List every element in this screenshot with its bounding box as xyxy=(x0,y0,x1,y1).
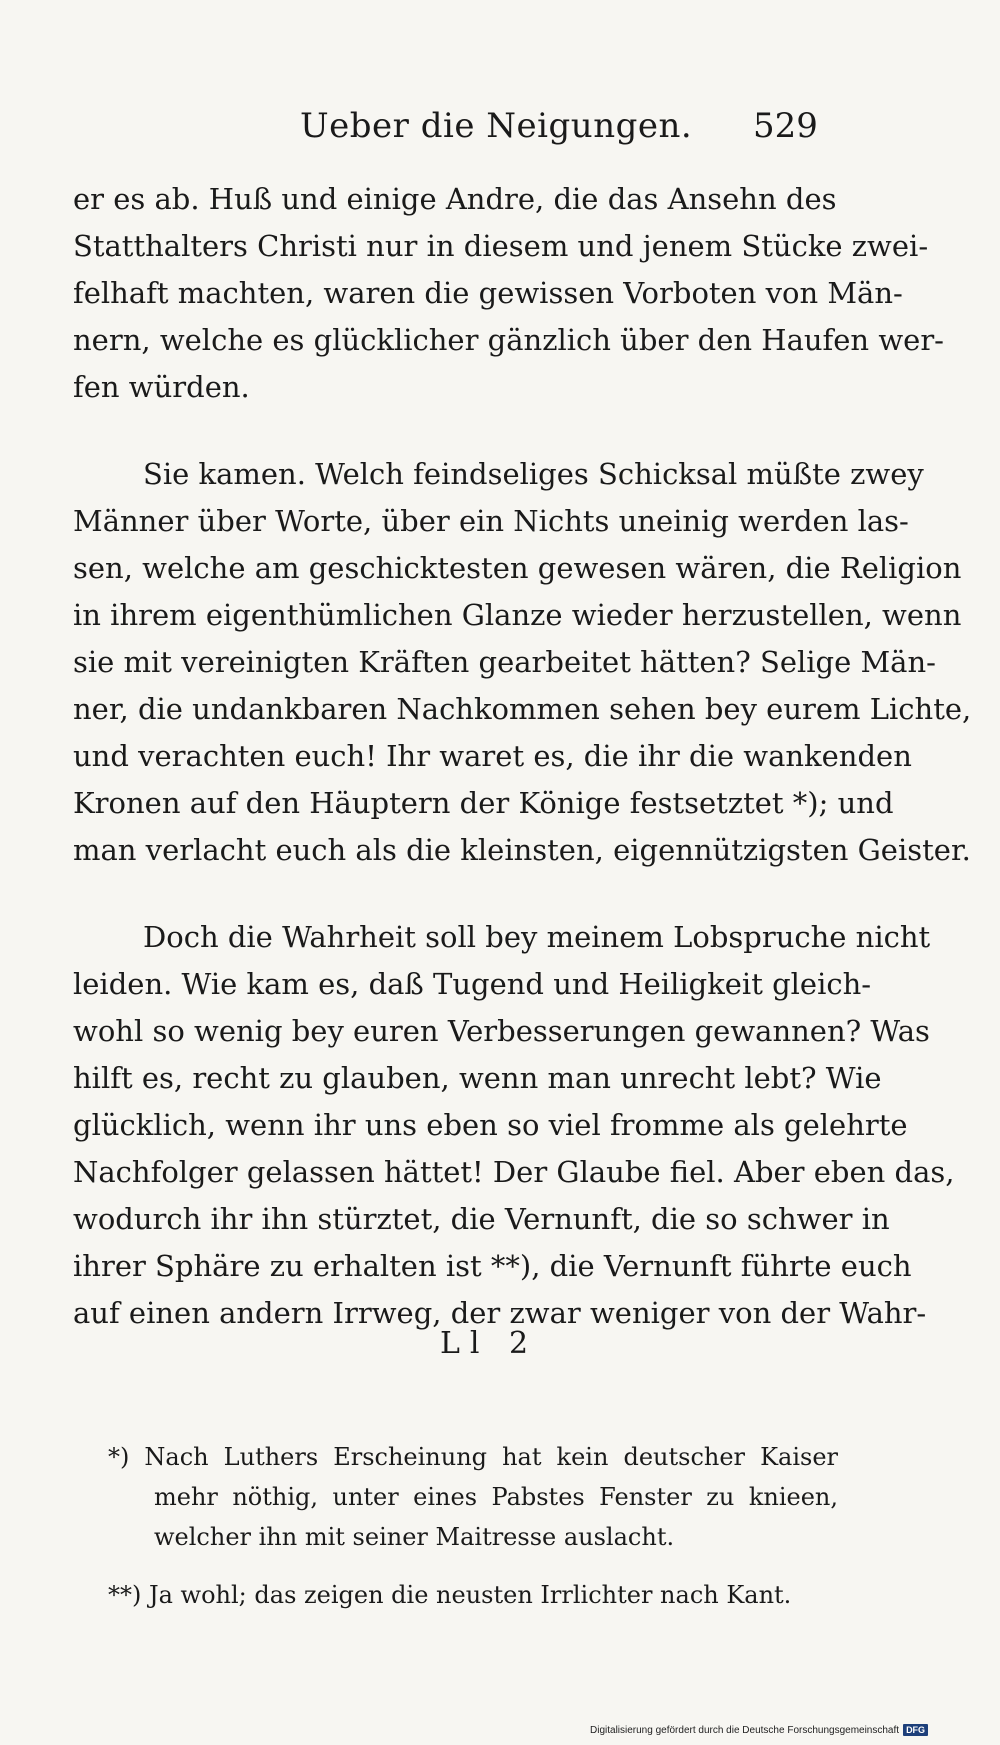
page-header xyxy=(0,100,1000,150)
running-title: Ueber die Neigungen. xyxy=(300,106,693,146)
text-line: wodurch ihr ihn stürztet, die Vernunft, die so schwer in xyxy=(73,1202,890,1236)
paragraph xyxy=(73,914,955,1337)
text-line: glücklich, wenn ihr uns eben so viel fromme als gelehrte xyxy=(73,1108,908,1142)
text-line: felhaft machten, waren die gewissen Vorboten von Män- xyxy=(73,276,903,310)
footnote-line: mehr nöthig, unter eines Pabstes Fenster zu knieen, xyxy=(154,1483,838,1511)
text-line: Doch die Wahrheit soll bey meinem Lobspruche nicht xyxy=(143,920,931,954)
footnote-line: welcher ihn mit seiner Maitresse auslacht. xyxy=(154,1523,675,1551)
text-line: Nachfolger gelassen hättet! Der Glaube fiel. Aber eben das, xyxy=(73,1155,955,1189)
text-line: hilft es, recht zu glauben, wenn man unrecht lebt? Wie xyxy=(73,1061,882,1095)
text-line: leiden. Wie kam es, daß Tugend und Heiligkeit gleich- xyxy=(73,967,872,1001)
text-line: er es ab. Huß und einige Andre, die das Ansehn des xyxy=(73,182,837,216)
text-line: man verlacht euch als die kleinsten, eigennützigsten Geister. xyxy=(73,833,971,867)
text-line: und verachten euch! Ihr waret es, die ihr die wankenden xyxy=(73,739,912,773)
footnote-line: *) Nach Luthers Erscheinung hat kein deutscher Kaiser xyxy=(108,1443,838,1471)
text-line: sie mit vereinigten Kräften gearbeitet hätten? Selige Män- xyxy=(73,645,936,679)
text-line: auf einen andern Irrweg, der zwar weniger von der Wahr- xyxy=(73,1296,927,1330)
text-line: Männer über Worte, über ein Nichts uneinig werden las- xyxy=(73,504,909,538)
footnote xyxy=(108,1575,838,1615)
digitization-credit xyxy=(590,1724,928,1736)
text-line: Statthalters Christi nur in diesem und jenem Stücke zwei- xyxy=(73,229,929,263)
text-line: fen würden. xyxy=(73,370,250,404)
text-line: nern, welche es glücklicher gänzlich über den Haufen wer- xyxy=(73,323,944,357)
footnote-line: **) Ja wohl; das zeigen die neusten Irrlichter nach Kant. xyxy=(108,1581,792,1609)
text-line: ihrer Sphäre zu erhalten ist **), die Vernunft führte euch xyxy=(73,1249,912,1283)
paragraph xyxy=(73,451,972,874)
credit-text: Digitalisierung gefördert durch die Deutsche Forschungsgemeinschaft xyxy=(590,1724,900,1736)
text-line: ner, die undankbaren Nachkommen sehen bey eurem Lichte, xyxy=(73,692,972,726)
dfg-logo-icon: DFG xyxy=(903,1724,928,1736)
text-line: wohl so wenig bey euren Verbesserungen gewannen? Was xyxy=(73,1014,930,1048)
text-line: Sie kamen. Welch feindseliges Schicksal müßte zwey xyxy=(143,457,924,491)
paragraph xyxy=(73,176,944,411)
body-text xyxy=(73,176,972,1337)
text-line: sen, welche am geschicktesten gewesen wären, die Religion xyxy=(73,551,962,585)
text-line: Kronen auf den Häuptern der Könige festsetztet *); und xyxy=(73,786,894,820)
page-number: 529 xyxy=(753,106,818,146)
footnote xyxy=(108,1437,838,1557)
catchword-signature: Ll 2 xyxy=(440,1326,539,1361)
text-line: in ihrem eigenthümlichen Glanze wieder herzustellen, wenn xyxy=(73,598,962,632)
footnotes xyxy=(108,1437,838,1615)
